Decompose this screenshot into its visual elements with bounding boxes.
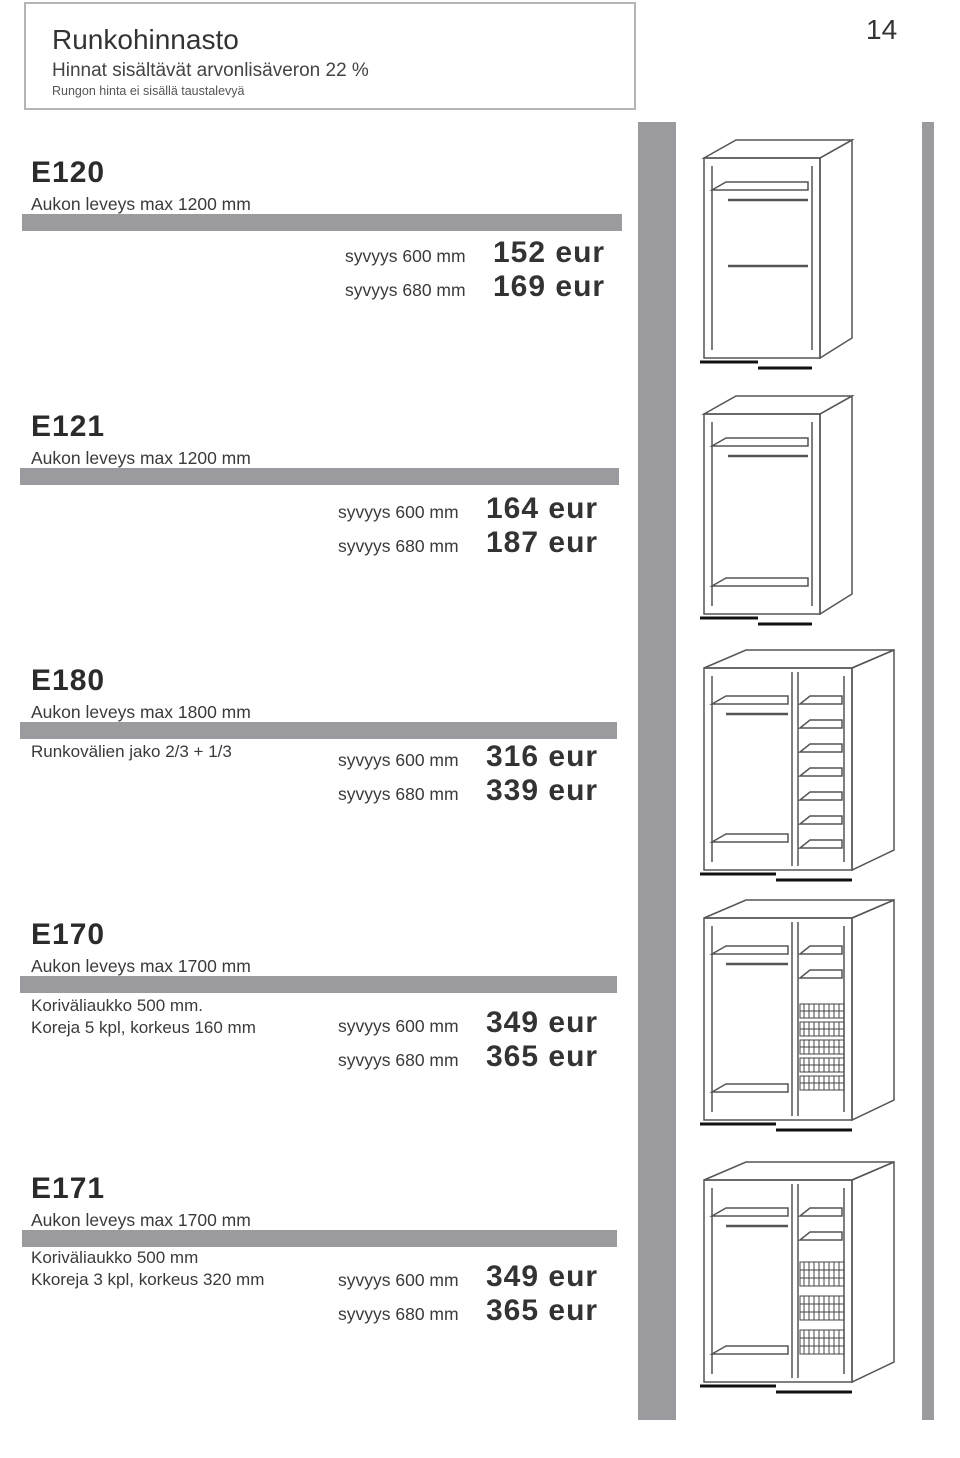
wardrobe-e170-illustration xyxy=(696,896,900,1136)
wardrobe-e171-illustration xyxy=(696,1158,900,1398)
depth-label: syvyys 680 mm xyxy=(345,280,466,300)
product-e120 xyxy=(0,156,640,406)
price-row xyxy=(345,236,605,270)
cabinet-side xyxy=(852,900,894,1120)
shelf xyxy=(712,182,808,190)
cabinet-top xyxy=(704,1162,894,1180)
max-width: Aukon leveys max 1200 mm xyxy=(31,448,251,468)
price-value: 169 eur xyxy=(493,270,606,303)
depth-label: syvyys 680 mm xyxy=(338,1050,459,1070)
cabinet-front xyxy=(704,1180,852,1382)
shelf xyxy=(800,768,842,776)
price-row xyxy=(338,492,598,526)
product-code: E121 xyxy=(31,410,106,443)
price-value: 349 eur xyxy=(486,1260,599,1293)
price-value: 164 eur xyxy=(486,492,599,525)
cabinet-side xyxy=(820,396,852,614)
shelf xyxy=(800,1232,842,1240)
shelf xyxy=(800,840,842,848)
price-value: 349 eur xyxy=(486,1006,599,1039)
product-e171 xyxy=(0,1172,640,1422)
cabinet-side xyxy=(820,140,852,358)
price-row xyxy=(338,526,598,560)
section-divider xyxy=(20,468,619,485)
shelf xyxy=(800,1208,842,1216)
cabinet-side xyxy=(852,1162,894,1382)
right-vertical-bar xyxy=(922,122,934,1420)
cabinet-top xyxy=(704,900,894,918)
price-row xyxy=(338,774,598,808)
product-e180 xyxy=(0,664,640,914)
max-width: Aukon leveys max 1800 mm xyxy=(31,702,251,722)
cabinet-side xyxy=(852,650,894,870)
price-row xyxy=(338,1006,598,1040)
bottom-shelf xyxy=(712,1346,788,1354)
depth-label: syvyys 680 mm xyxy=(338,784,459,804)
cabinet-top xyxy=(704,650,894,668)
bottom-shelf xyxy=(712,578,808,586)
shelf xyxy=(800,946,842,954)
cabinet-top xyxy=(704,140,852,158)
shelf xyxy=(800,696,842,704)
product-code: E171 xyxy=(31,1172,106,1205)
header-box xyxy=(24,2,636,110)
shelf xyxy=(712,438,808,446)
wardrobe-e180-illustration xyxy=(696,646,900,886)
price-value: 365 eur xyxy=(486,1294,599,1327)
back-panel-note: Rungon hinta ei sisällä taustalevyä xyxy=(52,84,245,98)
section-divider xyxy=(20,722,617,739)
bottom-shelf xyxy=(712,834,788,842)
product-e170 xyxy=(0,918,640,1168)
page-number: 14 xyxy=(866,14,898,45)
left-vertical-bar xyxy=(638,122,676,1420)
max-width: Aukon leveys max 1700 mm xyxy=(31,1210,251,1230)
section-divider xyxy=(22,214,622,231)
price-value: 152 eur xyxy=(493,236,606,269)
depth-label: syvyys 680 mm xyxy=(338,1304,459,1324)
depth-label: syvyys 600 mm xyxy=(338,1016,459,1036)
section-divider xyxy=(22,1230,617,1247)
shelf xyxy=(800,792,842,800)
section-divider xyxy=(20,976,617,993)
wardrobe-e120-illustration xyxy=(696,136,860,374)
max-width: Aukon leveys max 1200 mm xyxy=(31,194,251,214)
vat-note: Hinnat sisältävät arvonlisäveron 22 % xyxy=(52,60,369,81)
price-row xyxy=(338,740,598,774)
section-note: Koreja 5 kpl, korkeus 160 mm xyxy=(31,1018,256,1037)
price-value: 316 eur xyxy=(486,740,599,773)
price-value: 339 eur xyxy=(486,774,599,807)
depth-label: syvyys 600 mm xyxy=(338,502,459,522)
wardrobe-e121-illustration xyxy=(696,392,860,630)
basket xyxy=(800,1330,844,1354)
basket xyxy=(800,1296,844,1320)
section-note: Kkoreja 3 kpl, korkeus 320 mm xyxy=(31,1270,265,1289)
shelf xyxy=(800,970,842,978)
depth-label: syvyys 680 mm xyxy=(338,536,459,556)
price-value: 187 eur xyxy=(486,526,599,559)
page-title: Runkohinnasto xyxy=(52,24,239,55)
product-code: E180 xyxy=(31,664,106,697)
wire-baskets xyxy=(800,1004,844,1090)
section-note: Runkovälien jako 2/3 + 1/3 xyxy=(31,742,232,761)
shelf xyxy=(800,816,842,824)
cabinet-front xyxy=(704,158,820,358)
shelf xyxy=(800,744,842,752)
basket xyxy=(800,1262,844,1286)
shelf xyxy=(800,720,842,728)
shelf xyxy=(712,1208,788,1216)
depth-label: syvyys 600 mm xyxy=(345,246,466,266)
price-row xyxy=(338,1260,598,1294)
cabinet-top xyxy=(704,396,852,414)
depth-label: syvyys 600 mm xyxy=(338,1270,459,1290)
section-note: Koriväliaukko 500 mm xyxy=(31,1248,199,1267)
wire-baskets xyxy=(800,1262,844,1354)
section-note: Koriväliaukko 500 mm. xyxy=(31,996,203,1015)
cabinet-front xyxy=(704,414,820,614)
depth-label: syvyys 600 mm xyxy=(338,750,459,770)
price-row xyxy=(345,270,605,304)
bottom-shelf xyxy=(712,1084,788,1092)
price-row xyxy=(338,1294,598,1328)
price-value: 365 eur xyxy=(486,1040,599,1073)
product-e121 xyxy=(0,410,640,660)
max-width: Aukon leveys max 1700 mm xyxy=(31,956,251,976)
shelf xyxy=(712,696,788,704)
product-code: E170 xyxy=(31,918,106,951)
shelf xyxy=(712,946,788,954)
price-row xyxy=(338,1040,598,1074)
product-code: E120 xyxy=(31,156,106,189)
